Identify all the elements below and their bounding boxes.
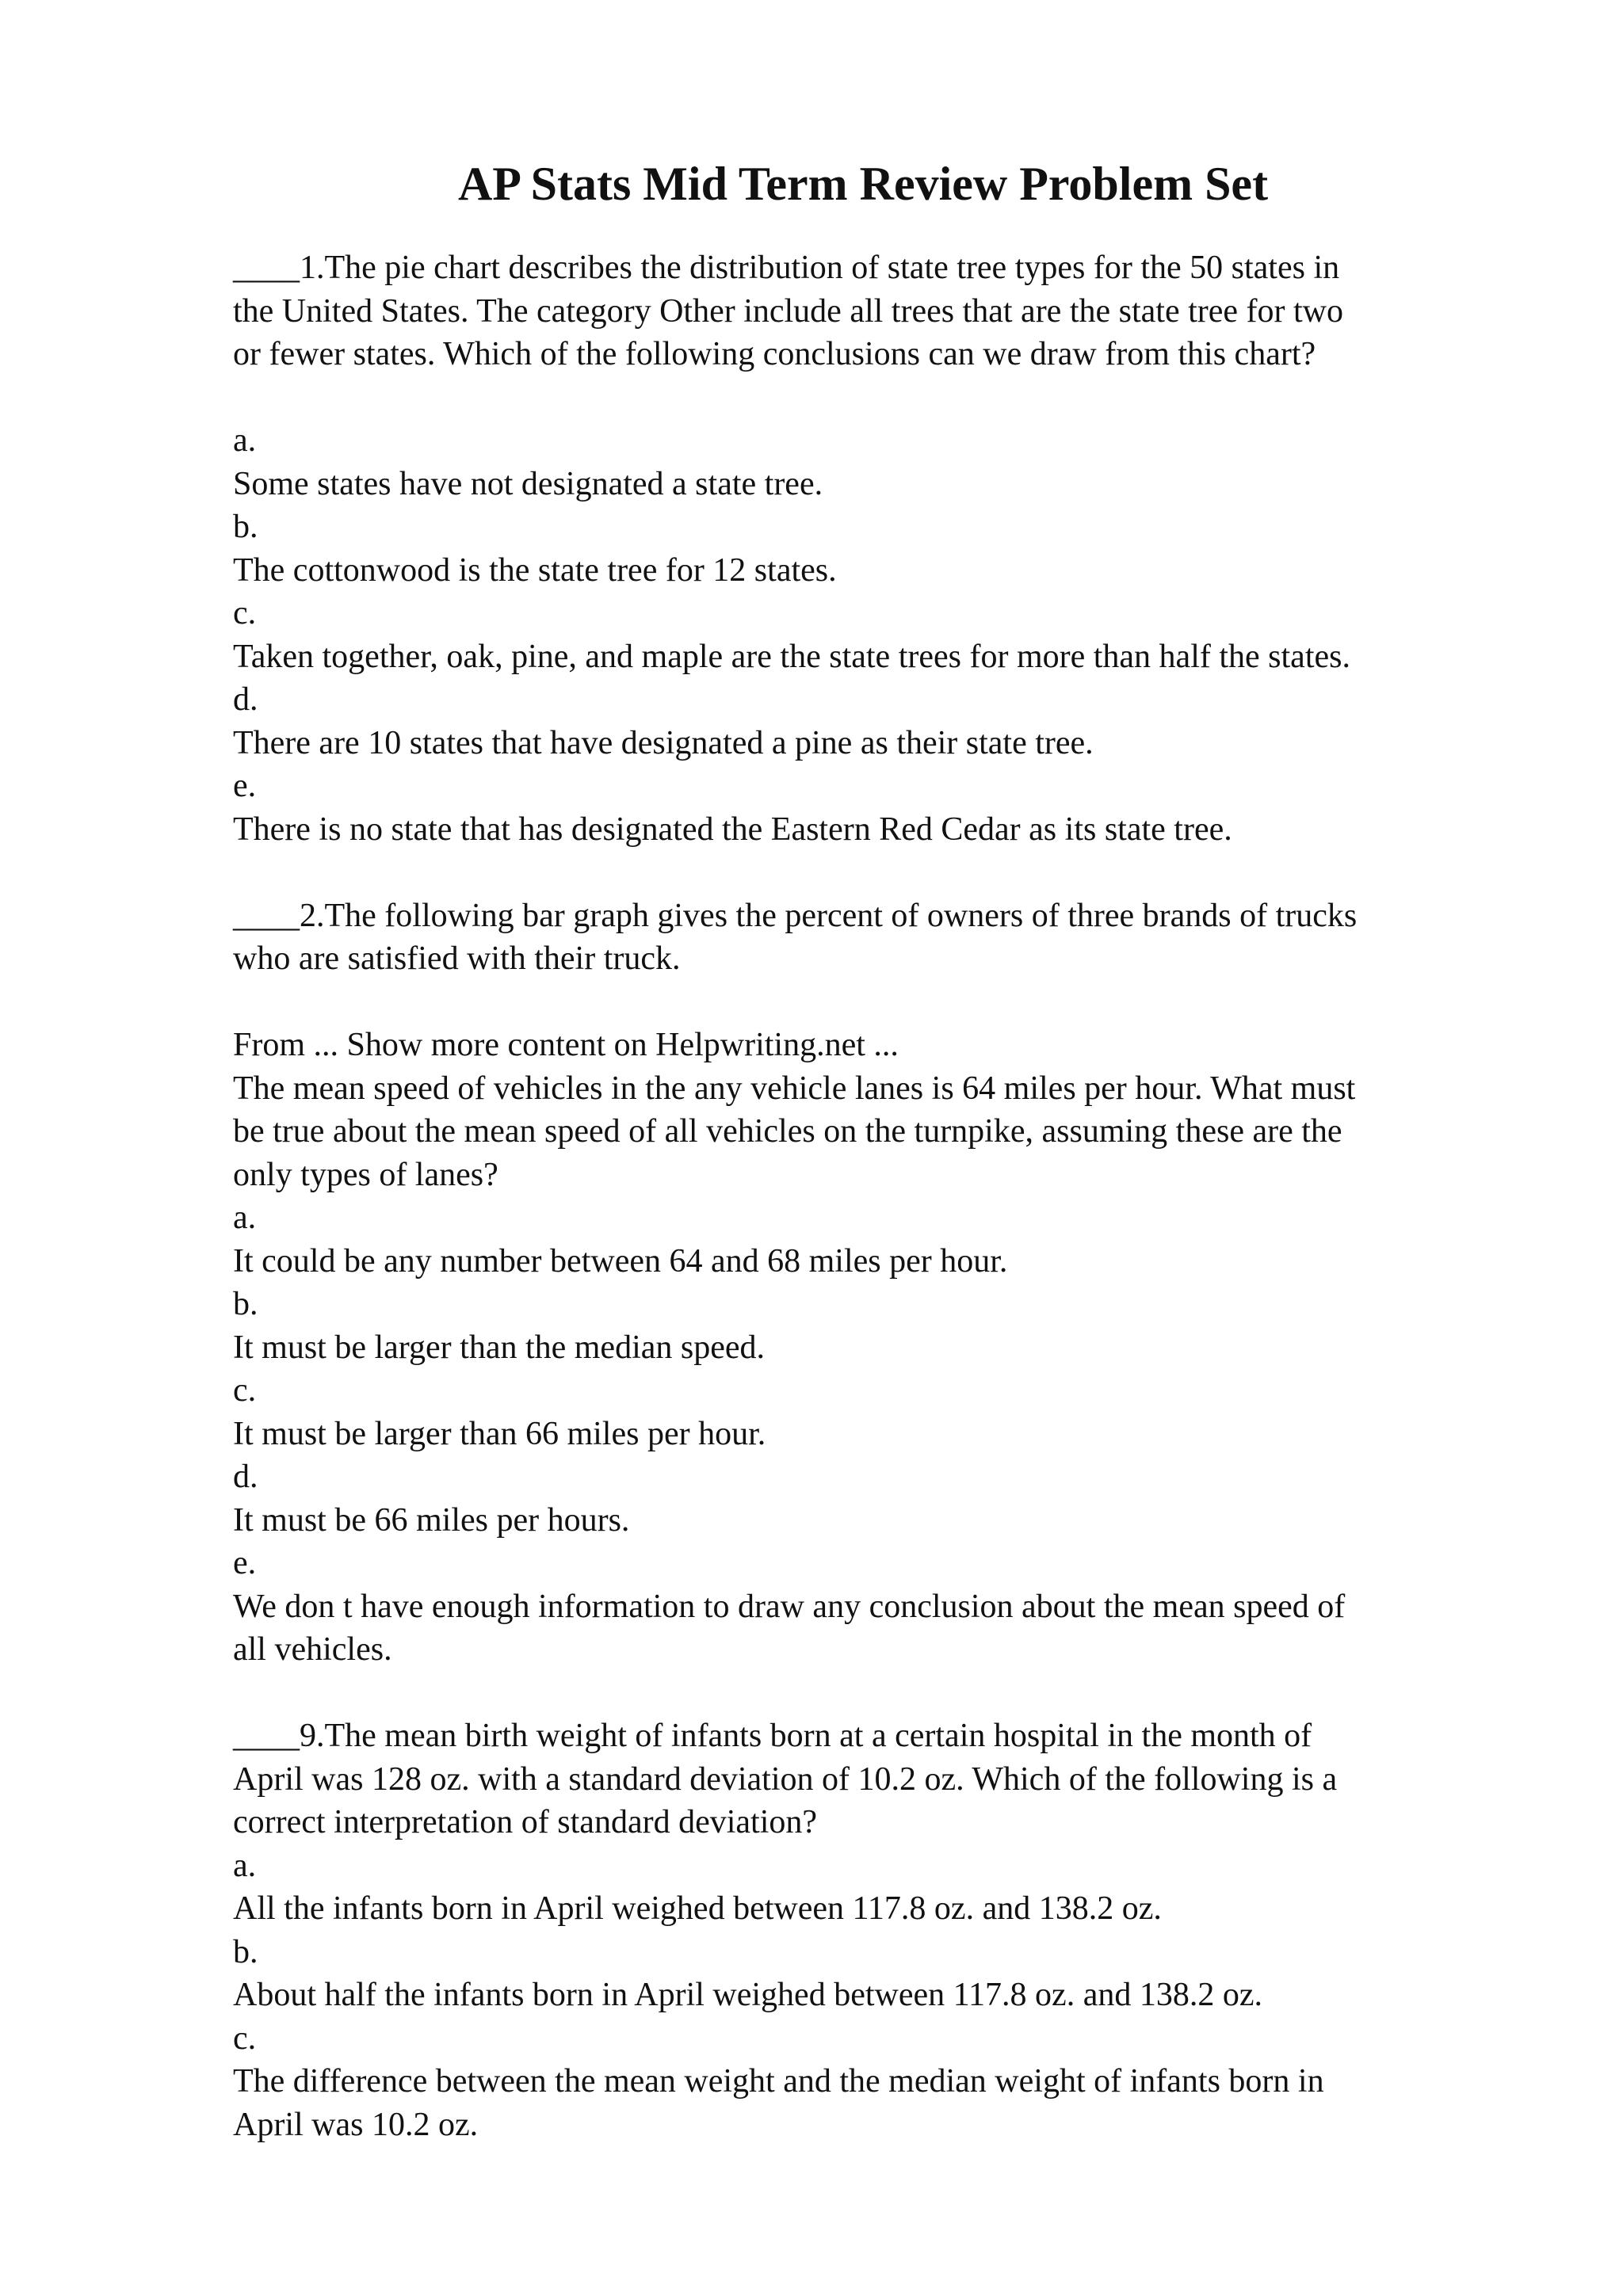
option-text: Taken together, oak, pine, and maple are the state trees for more than half the states.	[233, 638, 1350, 675]
question-speed-stem-line: only types of lanes?	[233, 1156, 498, 1193]
option-text: There is no state that has designated the Eastern Red Cedar as its state tree.	[233, 810, 1232, 848]
question-9-stem-line: ____9.The mean birth weight of infants born at a certain hospital in the month of	[233, 1718, 1312, 1754]
option-letter: a.	[233, 422, 257, 459]
option-text: It must be larger than the median speed.	[233, 1329, 766, 1366]
option-text: The difference between the mean weight and the median weight of infants born in	[233, 2063, 1324, 2100]
option-text: It could be any number between 64 and 68 miles per hour.	[233, 1242, 1008, 1280]
question-2	[233, 894, 1501, 981]
question-2-stem-line: ____2.The following bar graph gives the percent of owners of three brands of trucks	[233, 897, 1358, 934]
option-letter: e.	[233, 1545, 257, 1581]
spacer	[233, 981, 1501, 1024]
option-letter: c.	[233, 2019, 257, 2057]
spacer	[233, 1672, 1501, 1715]
option-text: April was 10.2 oz.	[233, 2106, 479, 2143]
question-speed-stem-line: be true about the mean speed of all vehicles on the turnpike, assuming these are the	[233, 1113, 1342, 1150]
question-speed	[233, 1067, 1501, 1672]
spacer	[233, 376, 1501, 420]
question-1-stem-line: the United States. The category Other include all trees that are the state tree for two	[233, 292, 1344, 330]
document-page	[233, 151, 1501, 2146]
option-text: All the infants born in April weighed between 117.8 oz. and 138.2 oz.	[233, 1890, 1162, 1927]
question-9	[233, 1714, 1501, 2146]
option-text: We don t have enough information to draw any conclusion about the mean speed of	[233, 1588, 1346, 1625]
question-speed-stem-line: The mean speed of vehicles in the any vehicle lanes is 64 miles per hour. What must	[233, 1070, 1356, 1107]
option-letter: c.	[233, 1372, 257, 1409]
option-letter: b.	[233, 1933, 258, 1970]
option-text: There are 10 states that have designated a pine as their state tree.	[233, 724, 1094, 761]
option-letter: d.	[233, 681, 258, 718]
option-letter: a.	[233, 1847, 257, 1884]
option-letter: b.	[233, 1286, 258, 1322]
option-text: It must be 66 miles per hours.	[233, 1501, 630, 1539]
option-letter: a.	[233, 1199, 257, 1236]
option-letter: b.	[233, 509, 258, 545]
question-1-stem-line: or fewer states. Which of the following conclusions can we draw from this chart?	[233, 336, 1316, 372]
question-2-stem-line: who are satisfied with their truck.	[233, 940, 681, 977]
option-letter: e.	[233, 768, 257, 804]
option-text: About half the infants born in April weighed between 117.8 oz. and 138.2 oz.	[233, 1977, 1262, 2013]
document-title: AP Stats Mid Term Review Problem Set	[457, 158, 1269, 210]
option-text: Some states have not designated a state tree.	[233, 465, 823, 502]
option-text: It must be larger than 66 miles per hour.	[233, 1415, 766, 1452]
question-9-stem-line: correct interpretation of standard deviation?	[233, 1804, 818, 1840]
option-text: all vehicles.	[233, 1631, 392, 1668]
option-letter: c.	[233, 595, 257, 631]
question-1-stem-line: ____1.The pie chart describes the distribution of state tree types for the 50 states in	[233, 250, 1340, 286]
question-9-stem-line: April was 128 oz. with a standard deviation of 10.2 oz. Which of the following is a	[233, 1760, 1338, 1798]
spacer	[233, 851, 1501, 894]
option-letter: d.	[233, 1459, 258, 1495]
option-text: The cottonwood is the state tree for 12 states.	[233, 551, 837, 589]
show-more-content-text: From ... Show more content on Helpwriting.net ...	[233, 1027, 899, 1063]
question-1	[233, 246, 1501, 851]
